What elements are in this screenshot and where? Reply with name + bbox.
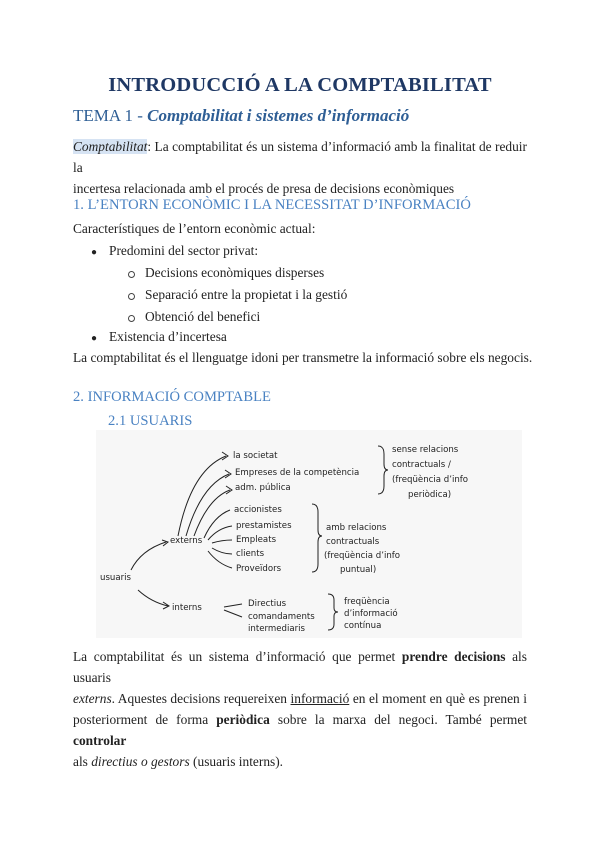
sub-item-3: Obtenció del benefici xyxy=(145,309,261,324)
sub-bullet-circle xyxy=(128,315,135,322)
closing-text: posteriorment de forma xyxy=(73,712,217,727)
tema-subtitle: Comptabilitat i sistemes d’informació xyxy=(147,106,410,125)
group-c-item: intermediaris xyxy=(248,624,306,634)
sub-item-1: Decisions econòmiques disperses xyxy=(145,265,325,280)
bullet-dot: ● xyxy=(91,333,98,344)
group-a-item: la societat xyxy=(233,451,278,461)
closing-text: La comptabilitat és un sistema d’informació que permet xyxy=(73,649,402,664)
closing-text: . Aquestes decisions requereixen xyxy=(111,691,291,706)
usuaris-diagram xyxy=(96,430,522,638)
group-a-note: contractuals / xyxy=(392,460,451,470)
closing-text: (usuaris interns). xyxy=(189,754,284,769)
definition-text-1: : La comptabilitat és un sistema d’informació amb la finalitat de reduir la xyxy=(73,139,527,175)
group-b-item: Proveïdors xyxy=(236,564,282,574)
diagram-externs: externs xyxy=(170,536,203,546)
page-title: INTRODUCCIÓ A LA COMPTABILITAT xyxy=(108,74,492,96)
bullet-dot: ● xyxy=(91,247,98,258)
closing-bold-periodica: periòdica xyxy=(216,712,270,727)
group-a-item: Empreses de la competència xyxy=(235,468,360,478)
group-c-note: contínua xyxy=(344,621,382,631)
sub-bullet-circle xyxy=(128,271,135,278)
group-c-note: freqüència xyxy=(344,597,390,607)
group-a-item: adm. pública xyxy=(235,483,291,493)
tema-heading xyxy=(73,106,409,126)
sub-item-2: Separació entre la propietat i la gestió xyxy=(145,287,348,302)
closing-italic-directius: directius o gestors xyxy=(91,754,190,769)
sub-bullet-circle xyxy=(128,293,135,300)
group-c-item: Directius xyxy=(248,599,287,609)
group-b-note: amb relacions xyxy=(326,523,387,533)
section-1-conclusion: La comptabilitat és el llenguatge idoni per transmetre la informació sobre els negocis. xyxy=(73,350,533,365)
section-2-heading: 2. INFORMACIÓ COMPTABLE xyxy=(73,389,271,405)
definition-paragraph xyxy=(73,136,527,199)
group-a-note: sense relacions xyxy=(392,445,459,455)
tema-prefix: TEMA 1 - xyxy=(73,106,148,125)
group-b-item: prestamistes xyxy=(236,521,292,531)
closing-text: sobre la marxa del negoci. També permet xyxy=(269,712,528,727)
diagram-interns: interns xyxy=(172,603,202,613)
group-c-note: d’informació xyxy=(344,609,398,619)
definition-text-2: incertesa relacionada amb el procés de presa de decisions econòmiques xyxy=(73,181,455,196)
group-b-item: clients xyxy=(236,549,265,559)
group-b-note: (freqüència d’info xyxy=(324,551,401,561)
group-b-item: Empleats xyxy=(236,535,277,545)
closing-text: als usuaris xyxy=(73,649,527,685)
diagram-root: usuaris xyxy=(100,573,132,583)
group-b-note: puntual) xyxy=(340,565,377,575)
bullet-2: Existencia d’incertesa xyxy=(109,329,227,344)
definition-term: Comptabilitat xyxy=(73,139,148,154)
closing-italic-externs: externs xyxy=(73,691,112,706)
closing-text: en el moment en què es prenen i xyxy=(349,691,527,706)
section-1-heading: 1. L’ENTORN ECONÒMIC I LA NECESSITAT D’INFORMACIÓ xyxy=(73,197,471,213)
closing-paragraph xyxy=(73,646,527,772)
group-a-note: periòdica) xyxy=(408,490,452,500)
section-1-intro: Característiques de l’entorn econòmic actual: xyxy=(73,221,316,236)
closing-bold-prendre: prendre decisions xyxy=(401,649,506,664)
group-c-item: comandaments xyxy=(248,612,315,622)
group-b-note: contractuals xyxy=(326,537,380,547)
bullet-1: Predomini del sector privat: xyxy=(109,243,259,258)
closing-underline-informacio: informació xyxy=(290,691,350,706)
section-2-1-heading: 2.1 USUARIS xyxy=(108,413,193,429)
closing-text: als xyxy=(73,754,92,769)
group-a-note: (freqüència d’info xyxy=(392,475,469,485)
closing-bold-controlar: controlar xyxy=(73,733,127,748)
group-b-item: accionistes xyxy=(234,505,282,515)
